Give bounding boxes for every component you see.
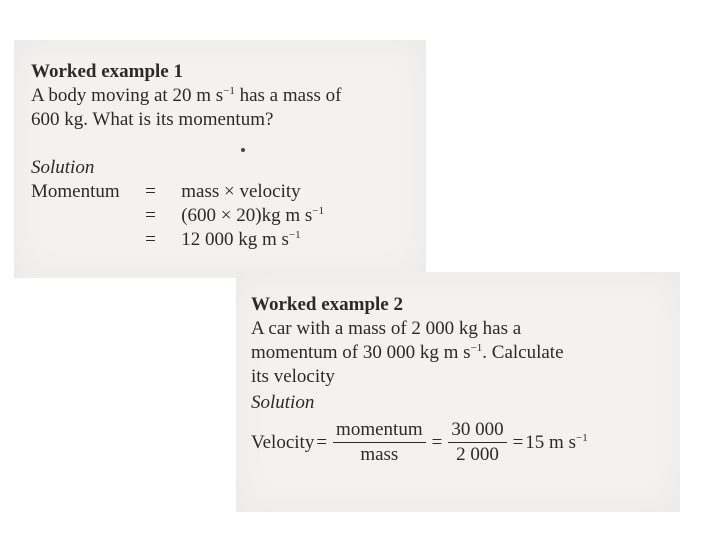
example-1-title: Worked example 1 — [31, 61, 183, 82]
fraction-momentum-over-mass — [333, 419, 426, 466]
equals-sign: = — [316, 431, 328, 453]
example-1-equation — [31, 180, 341, 252]
worked-example-2 — [251, 293, 588, 466]
velocity-equation — [251, 419, 588, 466]
equation-lhs — [31, 204, 145, 228]
example-2-question-line-2: momentum of 30 000 kg m $s^{-1}$. Calculate — [251, 342, 564, 363]
equation-rhs: 12 000 kg m $s^{-1}$ — [181, 229, 301, 250]
example-2-question-line-1: A car with a mass of 2 000 kg has a — [251, 318, 522, 339]
fraction-denominator: 2 000 — [456, 444, 499, 465]
equation-lhs: Velocity — [251, 431, 315, 453]
example-2-solution-label: Solution — [251, 392, 315, 413]
fraction-numerator: momentum — [333, 419, 426, 443]
equation-rhs: mass × velocity — [181, 181, 301, 202]
equals-sign: = — [145, 229, 156, 250]
fraction-values — [448, 419, 506, 466]
example-2-question-line-3: its velocity — [251, 366, 335, 387]
worked-example-1 — [31, 60, 341, 252]
equals-sign: = — [431, 431, 443, 453]
equation-lhs: Momentum — [31, 181, 120, 202]
equals-sign: = — [145, 181, 156, 202]
fraction-numerator: 30 000 — [448, 419, 506, 443]
example-1-solution-label: Solution — [31, 157, 95, 178]
equation-lhs — [31, 228, 145, 252]
example-1-question-line-2: 600 kg. What is its momentum? — [31, 109, 274, 130]
equals-sign: = — [512, 431, 524, 453]
equation-result: 15 m $s^{-1}$ — [525, 431, 588, 453]
equals-sign: = — [145, 205, 156, 226]
example-1-question-line-1: A body moving at 20 m $s^{-1}$ has a mass of — [31, 85, 342, 106]
equation-rhs: (600 × 20)kg m $s^{-1}$ — [181, 205, 324, 226]
example-2-title: Worked example 2 — [251, 294, 403, 315]
fraction-denominator: mass — [360, 444, 399, 465]
